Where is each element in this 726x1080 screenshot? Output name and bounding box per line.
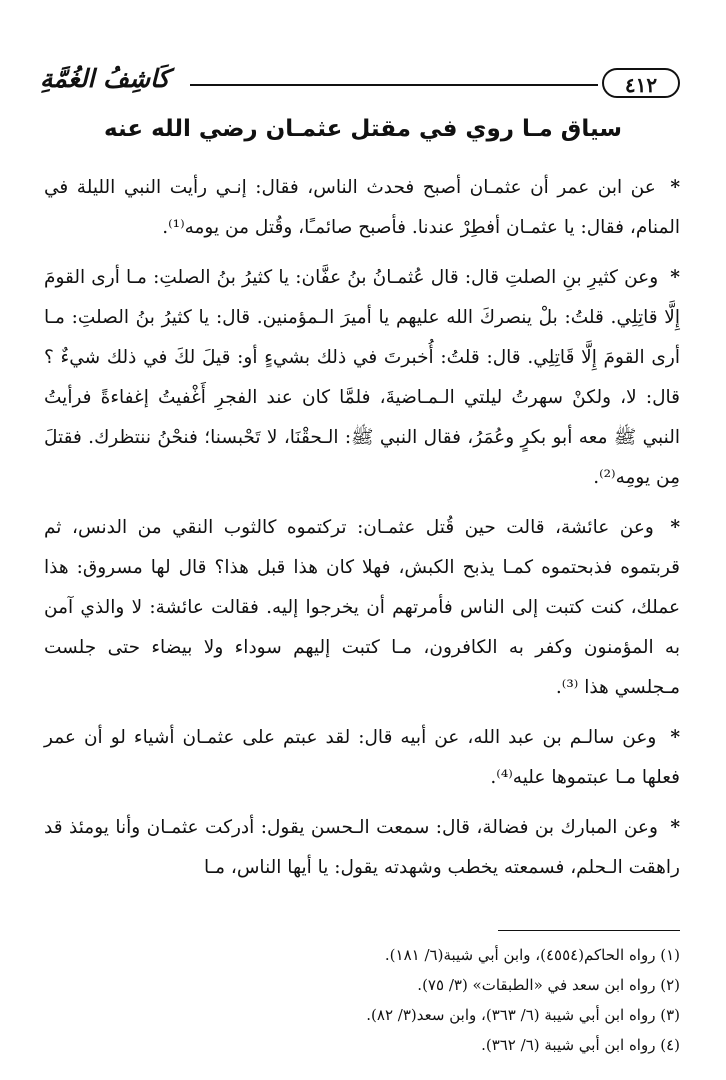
footnote-rule — [498, 930, 680, 931]
text-line: عن ابن عمر أن عثمـان أصبح فحدث الناس، فقال: إنـي رأيت النبي — [123, 177, 656, 198]
header-rule — [190, 84, 598, 86]
paragraph-marker: * — [670, 817, 680, 838]
paragraph-marker: * — [670, 727, 680, 748]
paragraph-marker: * — [670, 177, 680, 198]
text-line: الليلة في المنام، فقال: يا عثمـان أفطِرْ عندنا. فأصبح صائمـًا، وقُتل من — [44, 177, 680, 238]
paragraph-2 — [44, 258, 680, 498]
text-line: ثم قربتموه فذبحتموه كمـا يذبح الكبش، فهلا كان هذا قبل هذا؟ قال لها — [44, 517, 681, 578]
text-line: أن عمر فعلها مـا عبتموها عليه⁽⁴⁾. — [44, 727, 680, 788]
footnote-3: (٣) رواه ابن أبي شيبة (٦/ ٣٦٣)، وابن سعد(٣/ ٨٢). — [366, 1006, 680, 1024]
text-line: وعن المبارك بن فضالة، قال: سمعت الـحسن يقول: أدركت عثمـان وأنا — [115, 817, 658, 838]
page-number: ٤١٢ — [602, 68, 680, 98]
text-line: وعن كثيرِ بنِ الصلتِ قال: قال عُثمـانُ بنُ عفَّان: يا كثيرُ بنُ الصلتِ: — [153, 267, 659, 288]
section-title: سياق مـا روي في مقتل عثمـان رضي الله عنه — [104, 116, 622, 142]
text-line: عائشة: لا والذي آمن به المؤمنون وكفر به الكافرون، مـا كتبت إليهم سوداء — [44, 597, 680, 658]
text-line: يومئذ قد راهقت الـحلم، فسمعته يخطب وشهدته يقول: يا أيها الناس، مـا — [44, 817, 680, 878]
text-line: أو: قيلَ لكَ في ذلك شيءٌ ؟ قال: لا، ولكنْ سهرتُ ليلتي الـمـاضيةَ، فلمَّا كان — [44, 347, 680, 408]
paragraph-1 — [44, 168, 680, 248]
footnote-2: (٢) رواه ابن سعد في «الطبقات» (٣/ ٧٥). — [417, 976, 680, 994]
paragraph-marker: * — [670, 517, 680, 538]
paragraph-5 — [44, 808, 680, 888]
page-header — [40, 62, 680, 102]
book-title: كَاشِفُ الغُمَّةِ — [40, 64, 170, 93]
paragraph-4 — [44, 718, 680, 798]
text-line: يا كثيرُ بنُ الصلتِ: مـا أرى القومَ إِلَّا قَاتِلِي. قال: قلتُ: أُخبرتَ في ذلك بشيءٍ — [44, 307, 680, 368]
footnote-4: (٤) رواه ابن أبي شيبة (٦/ ٣٦٢). — [481, 1036, 680, 1054]
text-line: عند الفجرِ أَغْفيتُ إغفاءةً فرأيتُ النبي ﷺ معه أبو بكرٍ وعُمَرُ، فقال النبي — [44, 387, 680, 448]
footnote-1: (١) رواه الحاكم(٤٥٥٤)، وابن أبي شيبة(٦/ ١٨١). — [384, 946, 680, 964]
text-line: مسروق: هذا عملك، كنت كتبت إلى الناس فأمرتهم أن يخرجوا إليه. فقالت — [44, 557, 680, 618]
text-line: ولا بيضاء حتى جلست مـجلسي هذا ⁽³⁾. — [44, 637, 680, 698]
text-line: وعن عائشة، قالت حين قُتل عثمـان: تركتموه كالثوب النقي من الدنس، — [71, 517, 654, 538]
paragraph-marker: * — [670, 267, 680, 288]
text-line: ﷺ: الـحقْنَا، لا تَحْبسنا؛ فنحْنُ ننتظرك. فقتلَ مِن يومِه⁽²⁾. — [44, 427, 680, 488]
text-line: يومه⁽¹⁾. — [162, 217, 220, 238]
footnotes — [44, 940, 680, 1060]
text-line: وعن سالـم بن عبد الله، عن أبيه قال: لقد عبتم على عثمـان أشياء لو — [110, 727, 657, 748]
paragraph-3 — [44, 508, 680, 708]
main-text — [44, 168, 680, 898]
text-line: مـا أرى القومَ إِلَّا قاتِلِي. قلتُ: بلْ ينصركَ الله عليهم يا أميرَ الـمؤمنين. قال: — [44, 267, 680, 328]
